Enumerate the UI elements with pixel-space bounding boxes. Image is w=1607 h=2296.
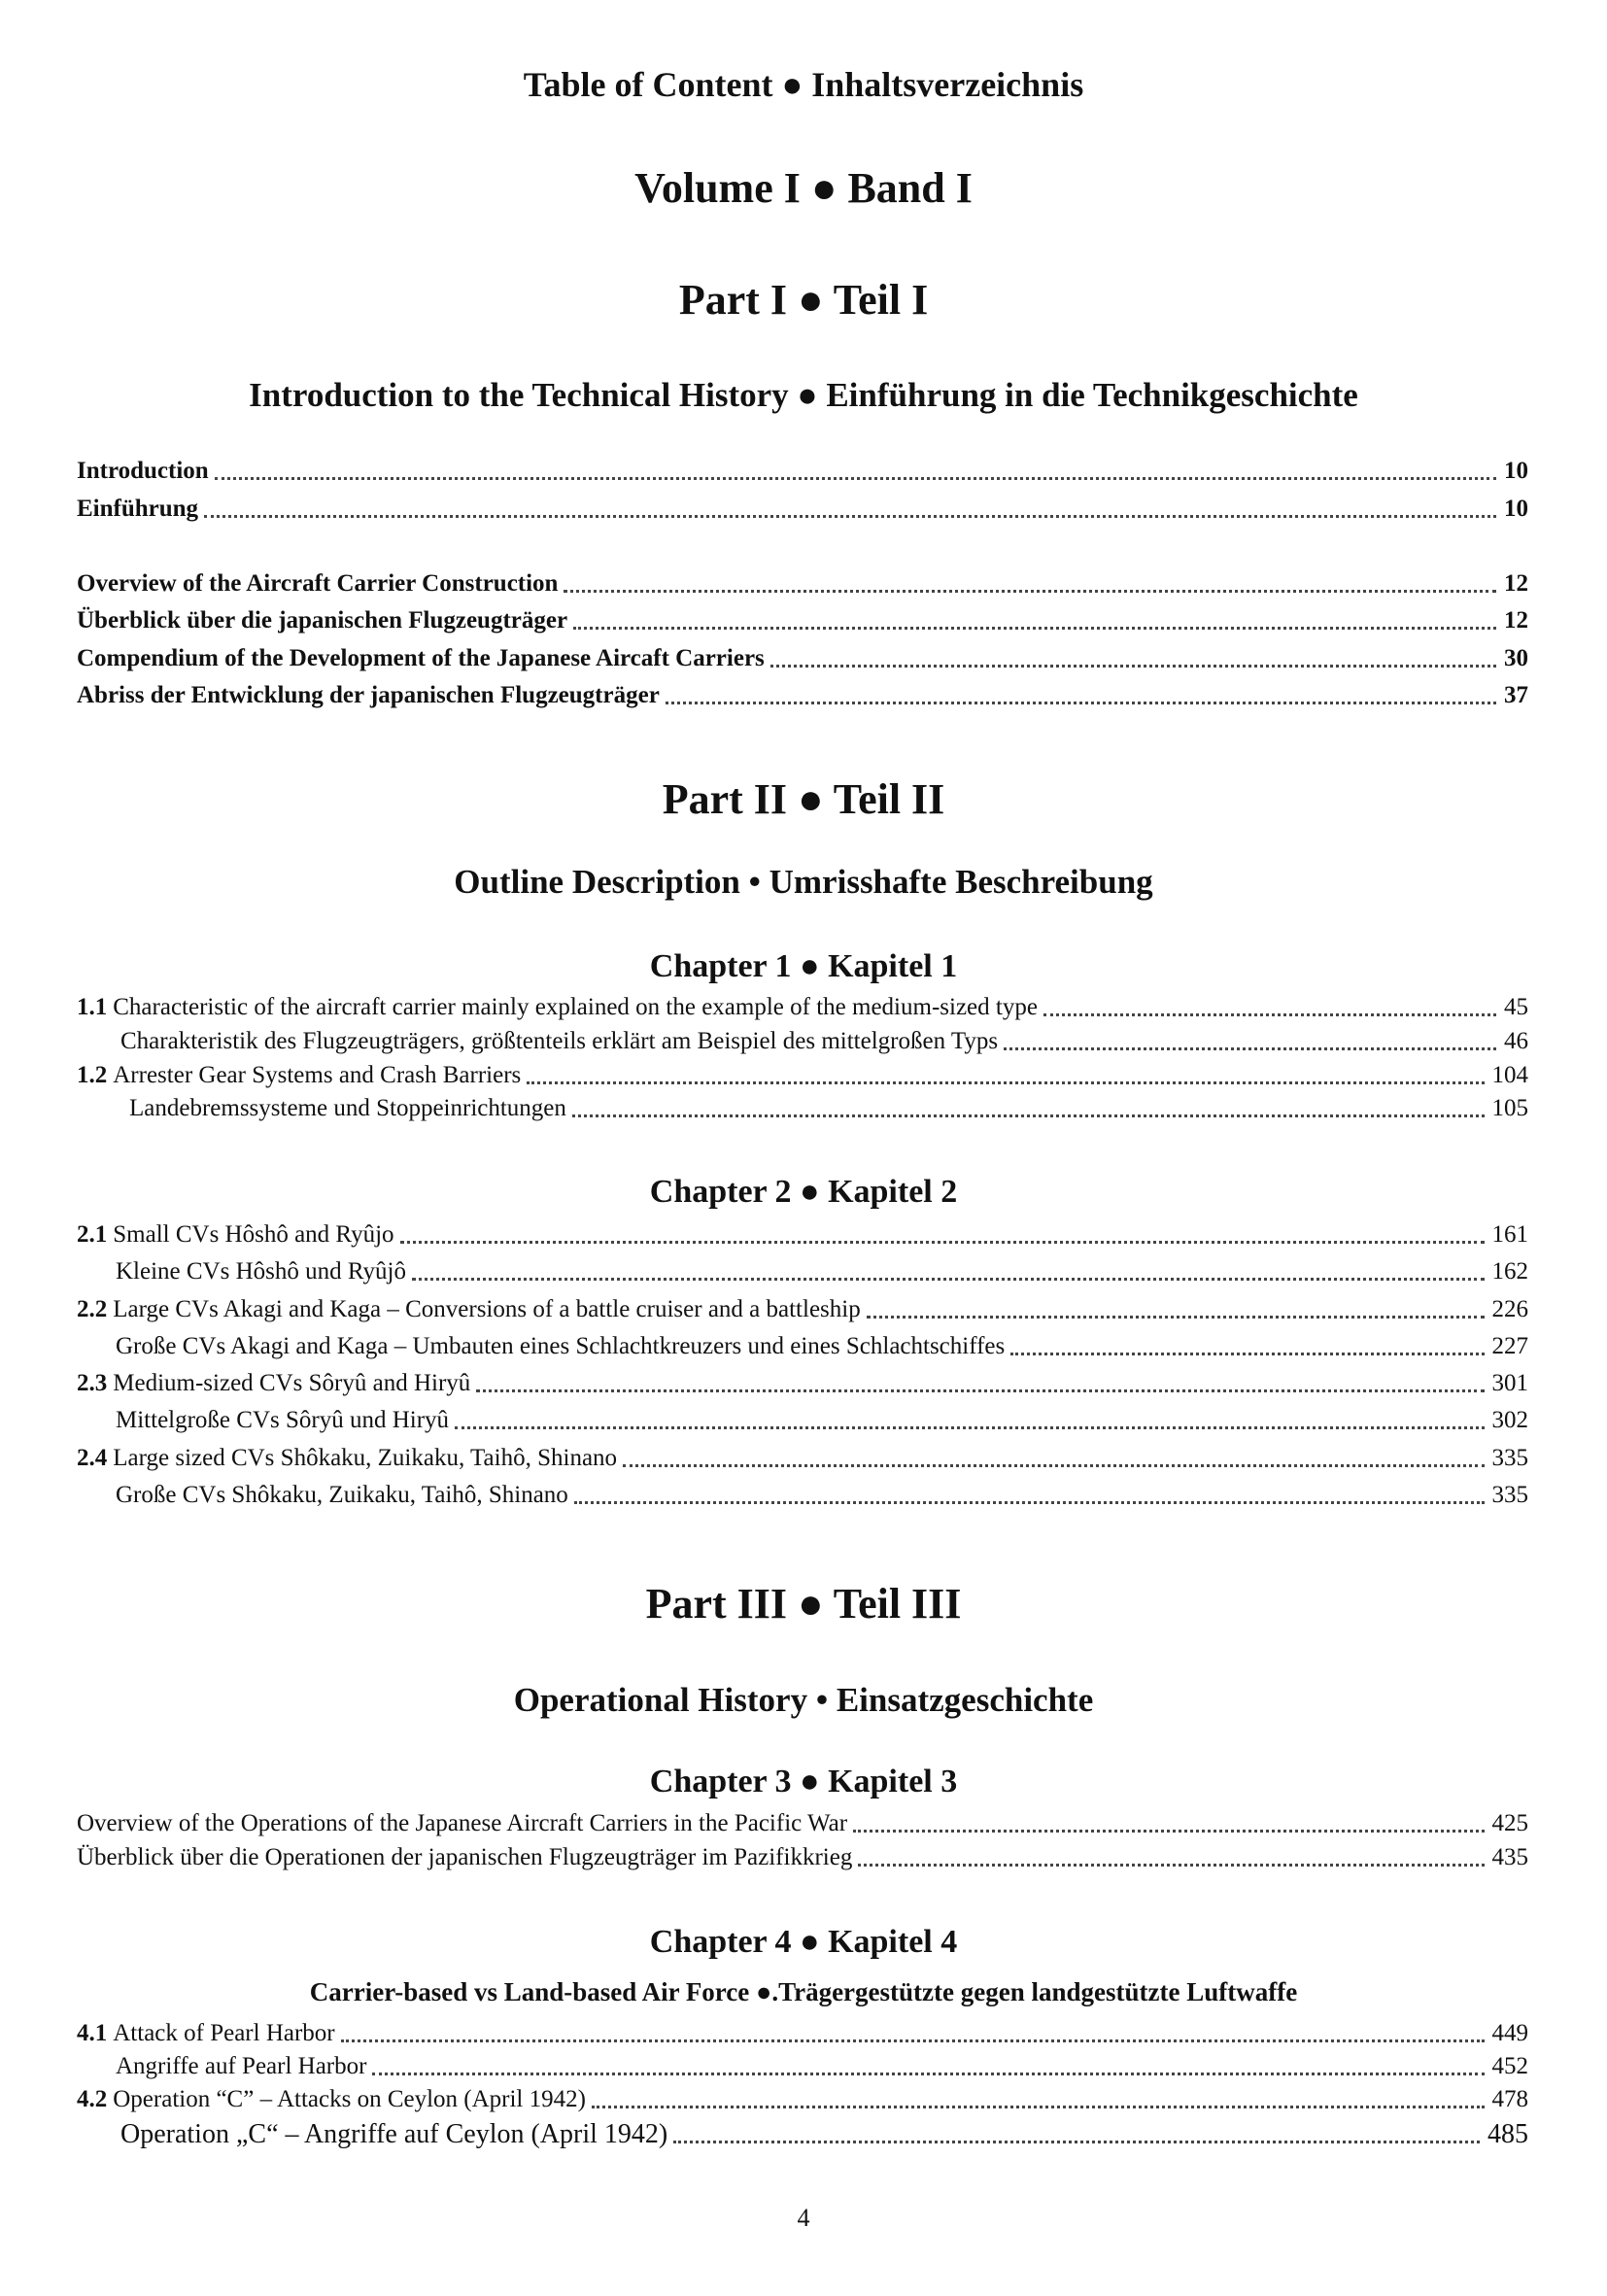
chapter-1-title: Chapter 1 ● Kapitel 1	[649, 948, 958, 984]
dot-leader	[564, 584, 1496, 593]
dot-leader	[215, 471, 1496, 480]
toc-entry	[116, 1477, 1528, 1510]
toc-entry	[129, 1090, 1528, 1123]
dot-leader	[204, 509, 1496, 518]
dot-leader	[372, 2067, 1484, 2075]
entry-label: Überblick über die japanischen Flugzeugträger	[77, 607, 568, 634]
toc-entry	[77, 640, 1528, 673]
entry-label: Large sized CVs Shôkaku, Zuikaku, Taihô, Shinano	[113, 1445, 618, 1471]
entry-page: 37	[1504, 682, 1528, 708]
entry-label: Abriss der Entwicklung der japanischen Flugzeugträger	[77, 682, 660, 708]
entry-number: 2.2	[77, 1296, 108, 1322]
part-1-subtitle: Introduction to the Technical History ● Einführung in die Technikgeschichte	[249, 376, 1358, 414]
entry-page: 449	[1491, 2020, 1528, 2046]
entry-page: 10	[1504, 458, 1528, 484]
volume-title: Volume I ● Band I	[634, 164, 973, 212]
entry-page: 301	[1491, 1370, 1528, 1396]
toc-entry	[116, 1328, 1528, 1361]
toc-entry	[77, 2081, 1528, 2114]
dot-leader	[592, 2100, 1485, 2108]
toc-entry	[77, 1057, 1528, 1090]
entry-page: 302	[1491, 1407, 1528, 1433]
entry-label: Attack of Pearl Harbor	[113, 2020, 335, 2046]
entry-number: 1.2	[77, 1062, 108, 1088]
toc-entry	[77, 1805, 1528, 1838]
part-2-title: Part II ● Teil II	[662, 775, 945, 823]
entry-label: Angriffe auf Pearl Harbor	[116, 2053, 367, 2079]
entry-label: Charakteristik des Flugzeugträgers, größtenteils erklärt am Beispiel des mittelgroßen Typs	[120, 1028, 999, 1054]
chapter-4-subtitle: Carrier-based vs Land-based Air Force ●.Trägergestützte gegen landgestützte Luftwaffe	[309, 1977, 1298, 2006]
page-number: 4	[797, 2204, 810, 2232]
toc-entry	[77, 491, 1528, 524]
toc-entry	[116, 2048, 1528, 2081]
entry-label: Small CVs Hôshô and Ryûjo	[113, 1221, 394, 1248]
entry-page: 478	[1491, 2086, 1528, 2112]
chapter-4-title: Chapter 4 ● Kapitel 4	[649, 1924, 958, 1960]
dot-leader	[1004, 1042, 1496, 1050]
toc-entry	[116, 1253, 1528, 1286]
toc-entry	[120, 2112, 1528, 2149]
dot-leader	[527, 1076, 1484, 1084]
dot-leader	[673, 2135, 1480, 2143]
entry-label: Overview of the Operations of the Japanese Aircraft Carriers in the Pacific War	[77, 1810, 848, 1836]
dot-leader	[623, 1458, 1484, 1467]
dot-leader	[412, 1272, 1485, 1281]
toc-entry	[77, 677, 1528, 710]
toc-entry	[77, 1217, 1528, 1250]
toc-entry	[77, 1440, 1528, 1473]
toc-entry	[116, 1402, 1528, 1435]
entry-page: 425	[1491, 1810, 1528, 1836]
toc-title: Table of Content ● Inhaltsverzeichnis	[523, 65, 1084, 104]
entry-label: Large CVs Akagi and Kaga – Conversions of a battle cruiser and a battleship	[113, 1296, 861, 1322]
entry-number: 1.1	[77, 994, 108, 1020]
entry-label: Compendium of the Development of the Japanese Aircaft Carriers	[77, 645, 765, 671]
toc-entry	[77, 1291, 1528, 1324]
part-3-subtitle: Operational History • Einsatzgeschichte	[513, 1681, 1094, 1719]
entry-page: 12	[1504, 607, 1528, 634]
entry-label: Einführung	[77, 496, 199, 522]
entry-label: Introduction	[77, 458, 209, 484]
toc-entry	[77, 453, 1528, 486]
entry-page: 10	[1504, 496, 1528, 522]
entry-page: 435	[1491, 1844, 1528, 1870]
entry-page: 162	[1491, 1258, 1528, 1285]
entry-page: 104	[1491, 1062, 1528, 1088]
entry-number: 2.1	[77, 1221, 108, 1248]
dot-leader	[573, 621, 1496, 630]
toc-entry	[120, 1023, 1528, 1056]
entry-page: 46	[1504, 1028, 1528, 1054]
part-3-title: Part III ● Teil III	[645, 1580, 962, 1628]
dot-leader	[867, 1310, 1485, 1319]
entry-number: 4.1	[77, 2020, 108, 2046]
entry-page: 335	[1491, 1445, 1528, 1471]
entry-label: Große CVs Shôkaku, Zuikaku, Taihô, Shinano	[116, 1482, 568, 1508]
entry-label: Operation „C“ – Angriffe auf Ceylon (April 1942)	[120, 2119, 668, 2149]
entry-page: 105	[1491, 1095, 1528, 1121]
part-1-title: Part I ● Teil I	[678, 276, 929, 324]
toc-entry	[77, 2015, 1528, 2048]
entry-page: 161	[1491, 1221, 1528, 1248]
dot-leader	[455, 1421, 1484, 1429]
toc-entry	[77, 565, 1528, 599]
entry-page: 485	[1487, 2119, 1528, 2149]
toc-entry	[77, 602, 1528, 635]
dot-leader	[858, 1858, 1484, 1867]
entry-label: Mittelgroße CVs Sôryû und Hiryû	[116, 1407, 450, 1433]
entry-number: 2.3	[77, 1370, 108, 1396]
entry-page: 226	[1491, 1296, 1528, 1322]
dot-leader	[770, 659, 1496, 668]
entry-page: 227	[1491, 1333, 1528, 1359]
entry-label: Arrester Gear Systems and Crash Barriers	[113, 1062, 522, 1088]
dot-leader	[476, 1384, 1484, 1392]
dot-leader	[1043, 1008, 1496, 1016]
entry-label: Overview of the Aircraft Carrier Construction	[77, 570, 559, 597]
dot-leader	[572, 1109, 1485, 1117]
toc-entry	[77, 989, 1528, 1022]
chapter-2-title: Chapter 2 ● Kapitel 2	[649, 1174, 958, 1210]
entry-page: 30	[1504, 645, 1528, 671]
part-2-subtitle: Outline Description • Umrisshafte Beschreibung	[454, 863, 1153, 901]
entry-page: 12	[1504, 570, 1528, 597]
entry-label: Operation “C” – Attacks on Ceylon (April 1942)	[113, 2086, 586, 2112]
entry-label: Medium-sized CVs Sôryû and Hiryû	[113, 1370, 471, 1396]
entry-page: 452	[1491, 2053, 1528, 2079]
entry-number: 4.2	[77, 2086, 108, 2112]
dot-leader	[666, 696, 1496, 704]
toc-entry	[77, 1365, 1528, 1398]
entry-page: 45	[1504, 994, 1528, 1020]
entry-page: 335	[1491, 1482, 1528, 1508]
entry-label: Überblick über die Operationen der japanischen Flugzeugträger im Pazifikkrieg	[77, 1844, 853, 1870]
entry-label: Landebremssysteme und Stoppeinrichtungen	[129, 1095, 566, 1121]
entry-number: 2.4	[77, 1445, 108, 1471]
dot-leader	[1010, 1347, 1484, 1355]
dot-leader	[400, 1235, 1485, 1244]
chapter-3-title: Chapter 3 ● Kapitel 3	[649, 1764, 958, 1799]
entry-label: Kleine CVs Hôshô und Ryûjô	[116, 1258, 406, 1285]
toc-entry	[77, 1839, 1528, 1872]
dot-leader	[341, 2034, 1485, 2042]
entry-label: Große CVs Akagi and Kaga – Umbauten eines Schlachtkreuzers und eines Schlachtschiffes	[116, 1333, 1006, 1359]
dot-leader	[574, 1495, 1485, 1504]
entry-label: Characteristic of the aircraft carrier mainly explained on the example of the medium-sized type	[113, 994, 1038, 1020]
dot-leader	[853, 1824, 1484, 1833]
